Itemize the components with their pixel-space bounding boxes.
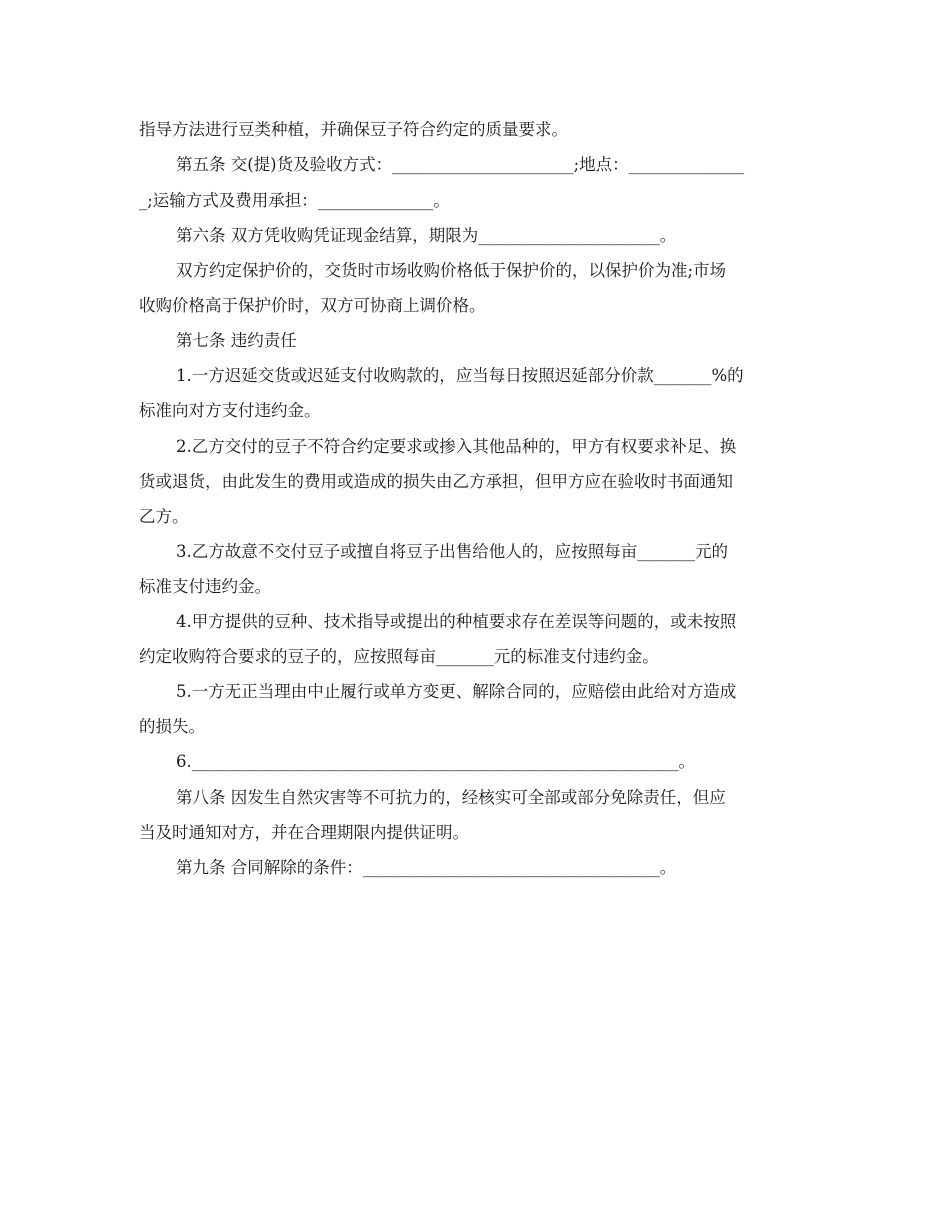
text-line: 约定收购符合要求的豆子的，应按照每亩_______元的标准支付违约金。 [139,647,659,666]
text-line: 标准支付违约金。 [139,577,271,596]
text-line: 3.乙方故意不交付豆子或擅自将豆子出售给他人的，应按照每亩_______元的 [176,542,728,561]
text-line: 第八条 因发生自然灾害等不可抗力的，经核实可全部或部分免除责任，但应 [176,788,726,807]
text-line: 第五条 交(提)货及验收方式：______________________;地点：______________ [176,155,745,174]
text-line: 收购价格高于保护价时，双方可协商上调价格。 [139,296,486,315]
text-line: 当及时通知对方，并在合理期限内提供证明。 [139,823,469,842]
text-line: 双方约定保护价的，交货时市场收购价格低于保护价的，以保护价为准;市场 [176,261,727,280]
text-line: 指导方法进行豆类种植，并确保豆子符合约定的质量要求。 [139,120,568,139]
section-heading: 第七条 违约责任 [176,331,297,350]
text-line: 1.一方迟延交货或迟延支付收购款的，应当每日按照迟延部分价款_______%的 [176,366,744,385]
text-line: 6.___________________________________________________________。 [176,752,695,771]
text-line: 5.一方无正当理由中止履行或单方变更、解除合同的，应赔偿由此给对方造成 [176,682,737,701]
text-line: 标准向对方支付违约金。 [139,401,321,420]
text-line: 2.乙方交付的豆子不符合约定要求或掺入其他品种的，甲方有权要求补足、换 [176,437,737,456]
text-line: 第九条 合同解除的条件：____________________________________。 [176,858,677,877]
text-line: 货或退货，由此发生的费用或造成的损失由乙方承担，但甲方应在验收时书面通知 [139,472,733,491]
text-line: 4.甲方提供的豆种、技术指导或提出的种植要求存在差误等问题的，或未按照 [176,612,737,631]
text-line: 第六条 双方凭收购凭证现金结算，期限为______________________。 [176,226,677,245]
text-line: _;运输方式及费用承担：______________。 [139,191,450,210]
text-line: 乙方。 [139,507,189,526]
text-line: 的损失。 [139,717,205,736]
